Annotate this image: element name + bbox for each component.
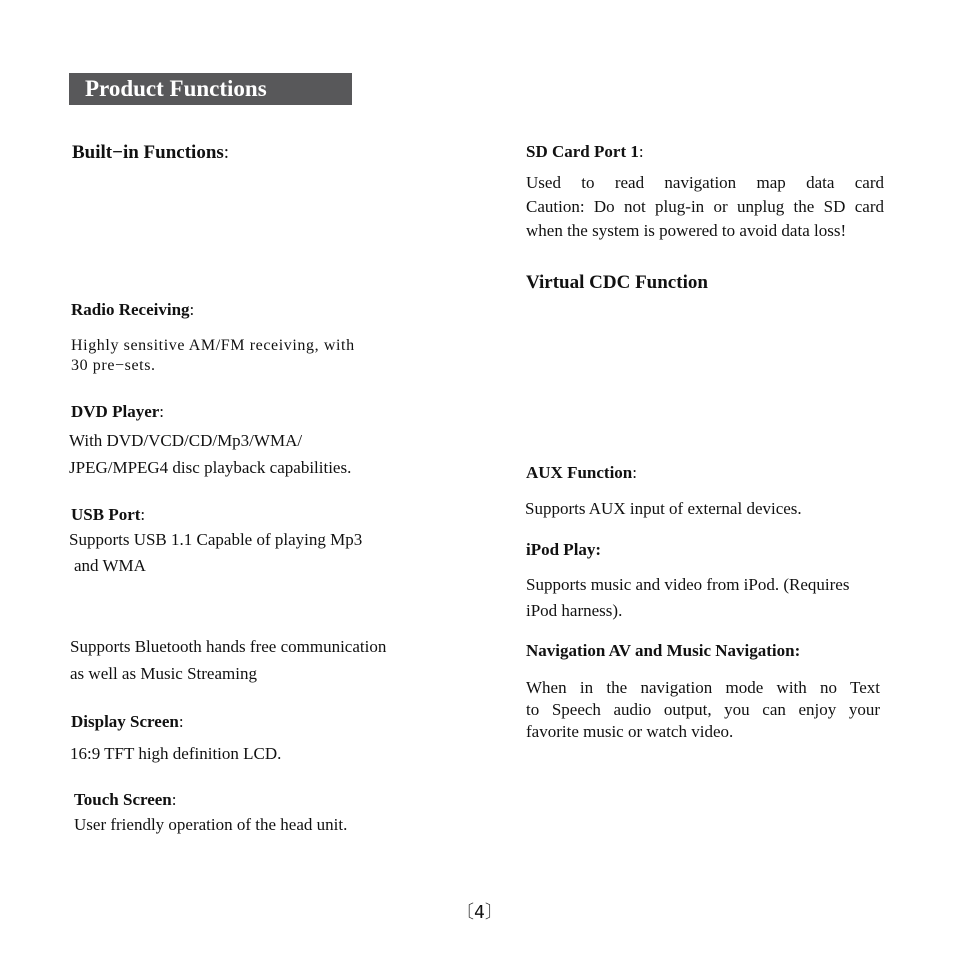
aux-description: Supports AUX input of external devices. — [525, 499, 802, 518]
dvd-colon: : — [159, 402, 165, 421]
sd-heading-text: SD Card Port 1 — [526, 142, 639, 161]
dvd-heading-text: DVD Player — [71, 402, 160, 421]
aux-colon: : — [632, 463, 637, 482]
nav-heading: Navigation AV and Music Navigation: — [526, 641, 801, 660]
ipod-description — [526, 572, 849, 624]
radio-heading-text: Radio Receiving — [71, 300, 190, 319]
builtin-functions-heading — [72, 142, 229, 164]
sd-heading — [526, 142, 644, 162]
display-description: 16:9 TFT high definition LCD. — [70, 744, 282, 763]
sd-colon: : — [638, 142, 644, 161]
radio-heading — [71, 300, 194, 320]
display-heading-text: Display Screen — [71, 712, 179, 731]
cdc-heading: Virtual CDC Function — [526, 272, 708, 293]
radio-description — [71, 336, 416, 376]
usb-description — [69, 527, 362, 579]
builtin-heading-text: Built−in Functions — [72, 142, 224, 163]
nav-line-2: to Speech audio output, you can enjoy your — [526, 700, 880, 719]
builtin-colon: : — [223, 142, 230, 163]
radio-colon: : — [189, 300, 195, 319]
dvd-heading — [71, 402, 164, 422]
usb-line-1: Supports USB 1.1 Capable of playing Mp3 — [69, 530, 363, 549]
display-colon: : — [178, 712, 184, 731]
ipod-heading: iPod Play: — [526, 540, 602, 559]
radio-line-2: 30 pre−sets. — [71, 357, 156, 374]
bluetooth-line-2: as well as Music Streaming — [70, 664, 257, 683]
bluetooth-line-1: Supports Bluetooth hands free communication — [70, 637, 387, 656]
sd-line-1: Used to read navigation map data card — [526, 173, 884, 192]
page-number: 〔4〕 — [456, 902, 503, 923]
aux-heading-text: AUX Function — [526, 463, 633, 482]
display-heading — [71, 712, 184, 732]
dvd-line-2: JPEG/MPEG4 disc playback capabilities. — [69, 458, 352, 477]
nav-line-1: When in the navigation mode with no Text — [526, 678, 880, 697]
usb-line-2: and WMA — [74, 556, 146, 575]
touch-heading-text: Touch Screen — [74, 790, 172, 809]
usb-heading — [71, 505, 145, 525]
dvd-description — [69, 427, 351, 481]
ipod-line-1: Supports music and video from iPod. (Requires — [526, 575, 850, 594]
touch-description: User friendly operation of the head unit. — [74, 815, 348, 834]
touch-heading — [74, 790, 177, 810]
nav-line-3: favorite music or watch video. — [526, 722, 734, 741]
usb-colon: : — [140, 505, 146, 524]
usb-heading-text: USB Port — [71, 505, 141, 524]
dvd-line-1: With DVD/VCD/CD/Mp3/WMA/ — [69, 431, 303, 450]
page-title: Product Functions — [69, 73, 352, 105]
sd-line-2: Caution: Do not plug-in or unplug the SD card — [526, 197, 884, 216]
sd-line-3: when the system is powered to avoid data loss! — [526, 221, 847, 240]
nav-description — [526, 677, 880, 743]
ipod-line-2: iPod harness). — [526, 601, 623, 620]
touch-colon: : — [171, 790, 177, 809]
aux-heading — [526, 463, 637, 483]
bluetooth-description — [70, 633, 386, 687]
radio-line-1: Highly sensitive AM/FM receiving, with — [71, 337, 355, 354]
sd-description — [526, 171, 884, 243]
